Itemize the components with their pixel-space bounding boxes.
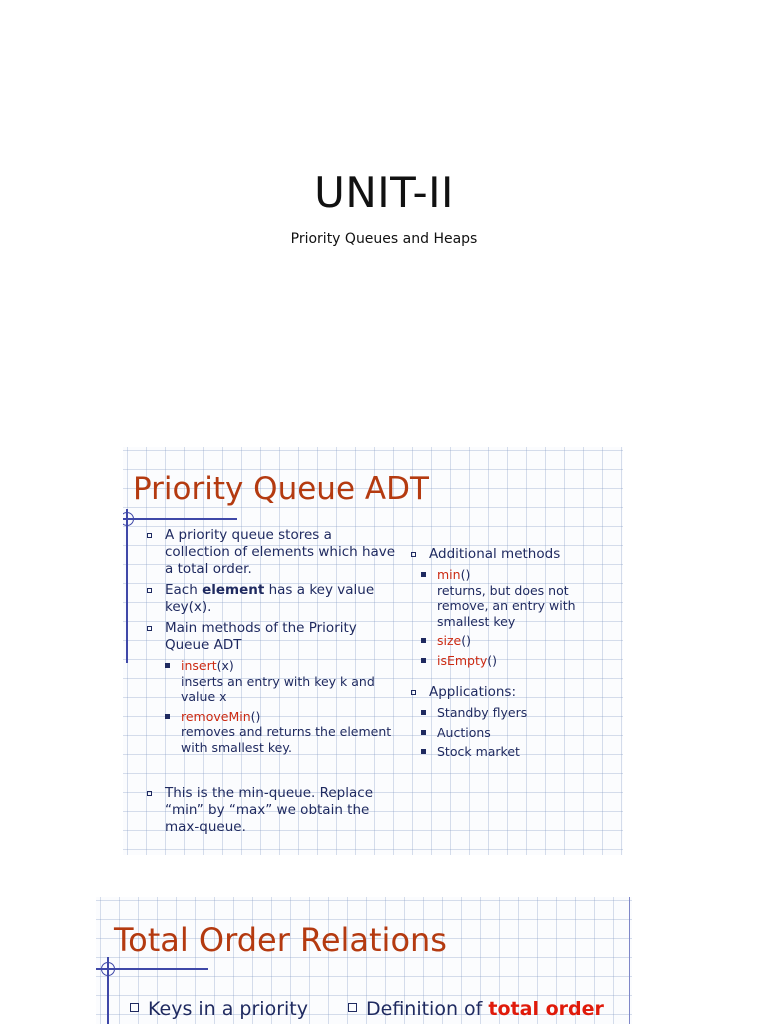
bullet-text: This is the min-queue. Replace “min” by “max” we obtain the max-queue.	[165, 785, 374, 835]
method-name: insert	[181, 658, 217, 673]
square-bullet-icon	[411, 552, 416, 557]
slide-right-column	[407, 546, 617, 764]
dot-bullet-icon	[421, 638, 426, 643]
method-item-insert	[159, 658, 398, 705]
slide2-left-bullet	[130, 998, 308, 1020]
dot-bullet-icon	[165, 714, 170, 719]
bullet-text: A priority queue stores a collection of elements which have a total order.	[165, 527, 396, 577]
method-item-min	[415, 567, 617, 629]
method-name: min	[437, 567, 461, 582]
slide-rule-horizontal	[123, 518, 237, 520]
method-args: (x)	[216, 658, 234, 673]
method-args: ()	[460, 567, 471, 582]
bullet-item	[407, 546, 617, 563]
bullet-bold-text: total order	[488, 998, 604, 1020]
square-bullet-icon	[147, 588, 152, 593]
dot-bullet-icon	[421, 730, 426, 735]
application-item	[415, 705, 617, 721]
method-name: isEmpty	[437, 652, 488, 668]
square-bullet-icon	[130, 1003, 139, 1012]
method-name: removeMin	[181, 708, 251, 724]
dot-bullet-icon	[165, 663, 170, 668]
slide-title: Priority Queue ADT	[133, 471, 429, 507]
slide-priority-queue-adt	[123, 447, 623, 855]
slide-border-right	[629, 897, 630, 1024]
method-item-size	[415, 633, 617, 649]
bullet-text: Applications:	[429, 684, 517, 700]
method-description: inserts an entry with key k and value x	[181, 673, 375, 704]
bullet-text: Each	[165, 582, 203, 598]
dot-bullet-icon	[421, 572, 426, 577]
unit-title: UNIT-II	[314, 168, 454, 217]
slide-left-column	[143, 527, 398, 840]
square-bullet-icon	[348, 1003, 357, 1012]
slide-rule-vertical	[126, 509, 128, 663]
method-item-removemin	[159, 709, 398, 756]
method-name: size	[437, 633, 462, 648]
dot-bullet-icon	[421, 658, 426, 663]
bullet-text: Definition of	[366, 998, 489, 1020]
application-text: Stock market	[437, 744, 520, 759]
bullet-text: Keys in a priority	[148, 998, 308, 1020]
slide2-right-bullet	[348, 998, 604, 1020]
bullet-text: has a key value key(x).	[165, 582, 375, 615]
slide-title: Total Order Relations	[114, 921, 447, 959]
bullet-item	[143, 785, 398, 836]
crosshair-icon	[101, 962, 115, 976]
dot-bullet-icon	[421, 710, 426, 715]
application-text: Standby flyers	[437, 705, 528, 720]
bullet-text: Main methods of the Priority Queue ADT	[165, 620, 357, 653]
bullet-item	[407, 684, 617, 701]
application-item	[415, 725, 617, 741]
method-item-isempty	[415, 653, 617, 669]
square-bullet-icon	[147, 626, 152, 631]
bullet-bold-text: element	[202, 582, 265, 598]
square-bullet-icon	[411, 690, 416, 695]
method-args: ()	[461, 633, 472, 648]
application-text: Auctions	[437, 724, 491, 740]
bullet-text: Additional methods	[429, 546, 561, 562]
bullet-item	[143, 620, 398, 654]
bullet-item	[143, 582, 398, 616]
bullet-item	[143, 527, 398, 578]
square-bullet-icon	[147, 533, 152, 538]
method-description: removes and returns the element with smallest key.	[181, 724, 392, 755]
dot-bullet-icon	[421, 749, 426, 754]
title-page	[0, 0, 768, 420]
square-bullet-icon	[147, 791, 152, 796]
unit-subtitle: Priority Queues and Heaps	[290, 231, 478, 247]
method-args: ()	[250, 708, 261, 724]
method-args: ()	[487, 652, 498, 668]
method-description: returns, but does not remove, an entry with smallest key	[437, 582, 576, 629]
application-item	[415, 744, 617, 760]
slide-total-order-relations	[96, 897, 632, 1024]
crosshair-icon	[123, 512, 134, 526]
